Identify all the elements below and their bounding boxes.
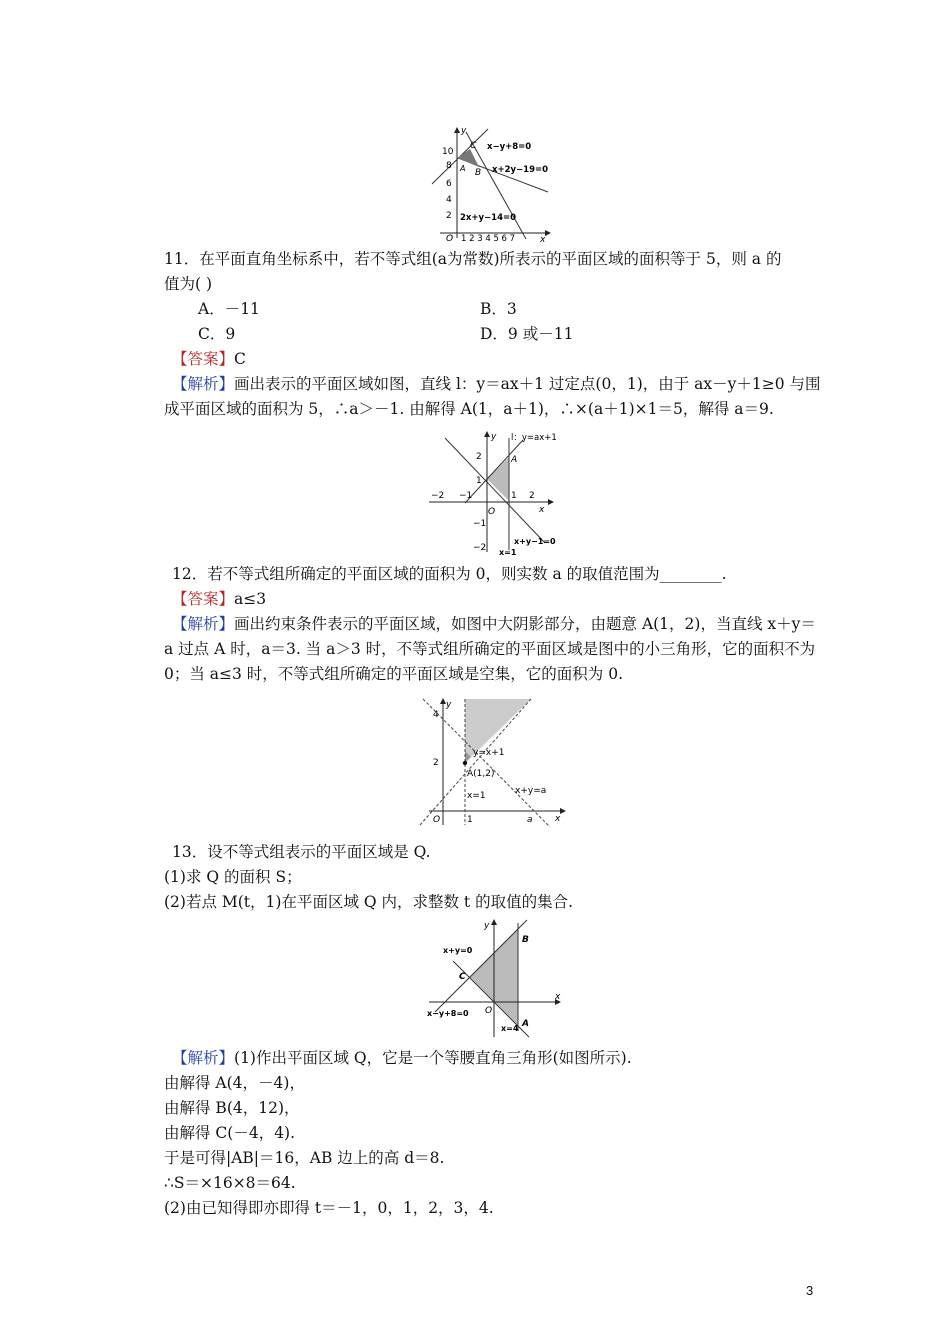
- y-axis-label: y: [446, 700, 452, 710]
- y-axis-label: y: [491, 432, 497, 442]
- sol13-line5: 于是可得|AB|＝16，AB 边上的高 d＝8.: [164, 1149, 445, 1167]
- q12-answer: [172, 587, 266, 612]
- y-tick-2: 2: [433, 758, 439, 768]
- line-xy-label: x+y−1=0: [514, 537, 556, 546]
- point-b: B: [522, 935, 529, 945]
- line-x1-label: x=1: [467, 791, 486, 801]
- x-tick-a: a: [527, 815, 533, 825]
- y-tick-8: 8: [446, 161, 452, 171]
- sol13-line2: 由解得 A(4，－4)，: [164, 1074, 305, 1092]
- sol13-line1: [172, 1046, 632, 1071]
- y-tick-1: 1: [476, 476, 482, 486]
- y-tick-2: 2: [476, 452, 482, 462]
- q12-line1: 12．若不等式组所确定的平面区域的面积为 0，则实数 a 的取值范围为________.: [172, 565, 727, 583]
- figure-4: [425, 917, 565, 1042]
- sol13-line4: 由解得 C(－4，4).: [164, 1124, 296, 1142]
- y-tick-10: 10: [442, 147, 454, 157]
- explanation-tag: 【解析】: [172, 1049, 235, 1067]
- point-a: A: [511, 455, 518, 465]
- explanation-text: 画出约束条件表示的平面区域，如图中大阴影部分，由题意 A(1，2)，当直线 x＋y＝: [234, 615, 816, 633]
- line-xy0-label: x+y=0: [443, 946, 473, 955]
- x-tick-1: 1: [511, 491, 517, 501]
- origin-label: O: [446, 234, 454, 242]
- figure-3: [415, 695, 570, 830]
- q13-line3: (2)若点 M(t，1)在平面区域 Q 内，求整数 t 的取值的集合.: [164, 893, 574, 911]
- q11-line1: 11．在平面直角坐标系中，若不等式组(a为常数)所表示的平面区域的面积等于 5，则 a 的: [164, 250, 782, 268]
- explanation-text: (1)作出平面区域 Q，它是一个等腰直角三角形(如图所示).: [234, 1049, 632, 1067]
- line-x4-label: x=4: [501, 1024, 519, 1033]
- answer-value: a≤3: [234, 590, 267, 608]
- origin-label: O: [433, 815, 441, 825]
- line3-label: 2x+y−14=0: [460, 213, 517, 223]
- figure-1: [430, 122, 555, 242]
- point-c: C: [470, 141, 477, 151]
- y-tick-2: 2: [446, 211, 452, 221]
- q13-line2: (1)求 Q 的面积 S；: [164, 868, 302, 886]
- point-b: B: [475, 168, 482, 178]
- explanation-tag: 【解析】: [172, 375, 235, 393]
- x-tick-1: 1: [467, 815, 473, 825]
- q13-line1: 13．设不等式组表示的平面区域是 Q.: [172, 843, 431, 861]
- line-x-label: x=1: [499, 548, 517, 556]
- x-axis-label: x: [555, 992, 561, 1002]
- q11-option-a[interactable]: A．－11: [198, 300, 260, 318]
- x-axis-label: x: [539, 505, 545, 515]
- answer-value: C: [234, 350, 246, 368]
- q12-explanation-2: a 过点 A 时，a＝3. 当 a＞3 时，不等式组所确定的平面区域是图中的小三角形，它的面积不为: [164, 640, 816, 658]
- answer-tag: 【答案】: [172, 590, 235, 608]
- y-tick-4: 4: [446, 195, 452, 205]
- q11-explanation-1: [172, 372, 821, 397]
- line-yx1-label: y=x+1: [473, 748, 505, 758]
- x-tick-neg1: −1: [459, 491, 473, 501]
- q11-line2: 值为( ): [164, 275, 213, 293]
- line1-label: x−y+8=0: [487, 142, 532, 152]
- x-ticks: 1 2 3 4 5 6 7: [461, 234, 516, 242]
- explanation-text: 画出表示的平面区域如图，直线 l：y＝ax＋1 过定点(0，1)，由于 ax－y＋1≥0 与围: [234, 375, 821, 393]
- q11-answer: [172, 347, 246, 372]
- line-l-label: l：y=ax+1: [511, 433, 557, 443]
- x-axis-label: x: [555, 814, 561, 824]
- line-xya-label: x+y=a: [515, 786, 547, 796]
- q11-option-c[interactable]: C．9: [198, 325, 236, 343]
- y-axis-label: y: [461, 126, 467, 136]
- origin-label: O: [485, 1006, 493, 1016]
- origin-label: O: [488, 507, 496, 517]
- answer-tag: 【答案】: [172, 350, 235, 368]
- q11-option-d[interactable]: D．9 或－11: [480, 325, 574, 343]
- x-tick-2: 2: [529, 491, 535, 501]
- sol13-line7: (2)由已知得即亦即得 t＝－1，0，1，2，3，4.: [164, 1199, 494, 1217]
- point-a-label: A(1,2): [467, 769, 495, 779]
- explanation-tag: 【解析】: [172, 615, 235, 633]
- x-tick-neg2: −2: [431, 491, 445, 501]
- line2-label: x+2y−19=0: [492, 165, 549, 175]
- y-tick-4: 4: [433, 710, 439, 720]
- line-xy8-label: x−y+8=0: [427, 1009, 469, 1018]
- y-tick-neg2: −2: [473, 543, 487, 553]
- sol13-line6: ∴S＝×16×8＝64.: [164, 1174, 296, 1192]
- sol13-line3: 由解得 B(4，12)，: [164, 1099, 300, 1117]
- point-c: C: [459, 972, 466, 982]
- q11-option-b[interactable]: B．3: [480, 300, 517, 318]
- point-a: A: [522, 1019, 529, 1029]
- y-tick-6: 6: [446, 179, 452, 189]
- q12-explanation-3: 0；当 a≤3 时，不等式组所确定的平面区域是空集，它的面积为 0.: [164, 665, 624, 683]
- q12-explanation-1: [172, 612, 816, 637]
- x-axis-label: x: [540, 235, 546, 242]
- page-number: 3: [806, 1283, 814, 1298]
- y-tick-neg1: −1: [473, 519, 487, 529]
- figure-2: [425, 428, 560, 556]
- point-a: A: [460, 164, 466, 173]
- q11-explanation-2: 成平面区域的面积为 5，∴a＞－1. 由解得 A(1，a＋1)，∴×(a＋1)×1＝5，解得 a＝9.: [164, 400, 774, 418]
- y-axis-label: y: [484, 921, 490, 931]
